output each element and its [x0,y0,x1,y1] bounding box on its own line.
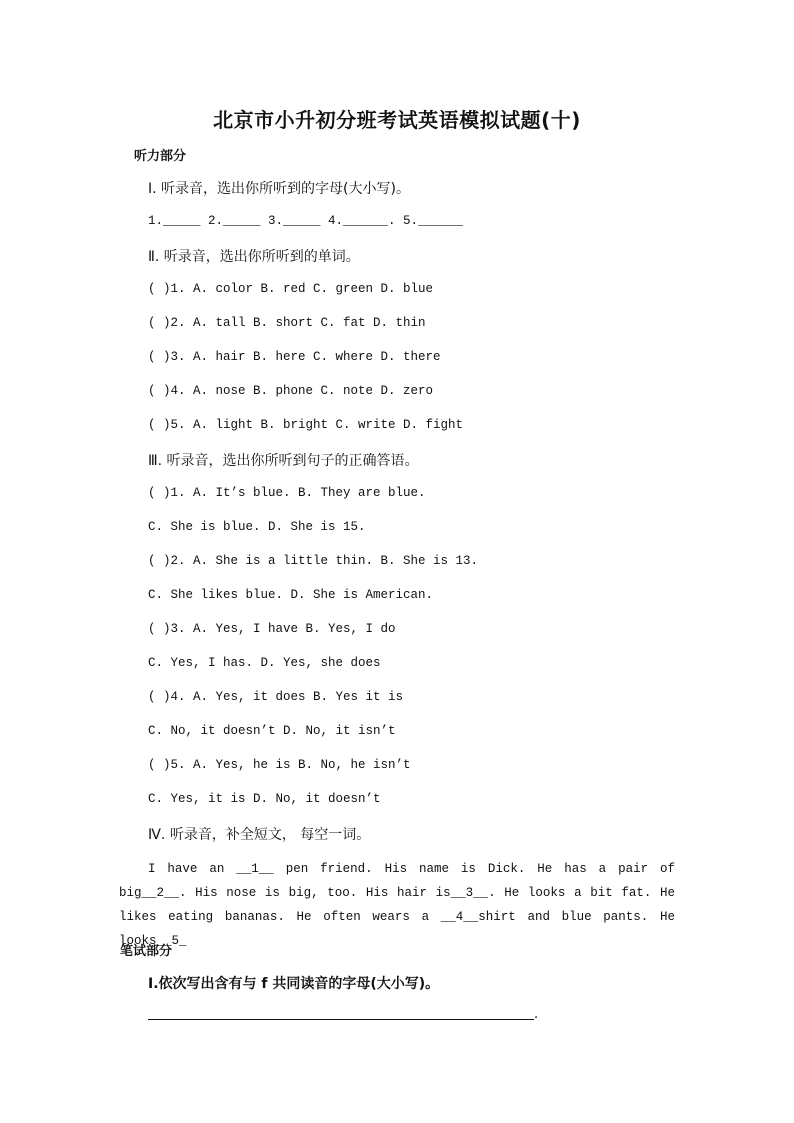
answer-line [148,1019,534,1020]
listening-part3-line: ( )5. A. Yes, he is B. No, he isn’t [148,758,411,772]
listening-part3-line: C. No, it doesn’t D. No, it isn’t [148,724,396,738]
cloze-passage: I have an __1__ pen friend. His name is Dick. He has a pair of big__2__. His nose is big, too. His hair is__3__. He looks a bit fat. He likes eating bananas. He often wears a __4__shirt and blue pants. He looks__5_ [119,862,675,948]
listening-part1-blanks: 1._____ 2._____ 3._____ 4.______. 5.______ [148,214,464,228]
listening-part3-line: ( )4. A. Yes, it does B. Yes it is [148,690,404,704]
listening-part2-item: ( )5. A. light B. bright C. write D. fight [148,418,464,432]
listening-part1-heading: Ⅰ. 听录音，选出你所听到的字母(大小写)。 [148,181,410,197]
listening-part2-item: ( )1. A. color B. red C. green D. blue [148,282,434,296]
listening-part2-item: ( )3. A. hair B. here C. where D. there [148,350,441,364]
listening-part3-line: ( )2. A. She is a little thin. B. She is 13. [148,554,479,568]
listening-part3-heading: Ⅲ. 听录音，选出你所听到句子的正确答语。 [148,453,419,469]
listening-part4-heading: Ⅳ. 听录音，补全短文， 每空一词。 [148,827,371,843]
listening-part3-line: C. She is blue. D. She is 15. [148,520,366,534]
listening-part2-heading: Ⅱ. 听录音，选出你所听到的单词。 [148,249,360,265]
written-section-label: 笔试部分 [120,944,173,959]
listening-part3-line: C. Yes, I has. D. Yes, she does [148,656,381,670]
listening-part2-item: ( )2. A. tall B. short C. fat D. thin [148,316,426,330]
listening-section-label: 听力部分 [134,149,187,164]
listening-part3-line: C. She likes blue. D. She is American. [148,588,434,602]
listening-part3-line: C. Yes, it is D. No, it doesn’t [148,792,381,806]
page-title: 北京市小升初分班考试英语模拟试题(十) [213,108,581,132]
listening-part2-item: ( )4. A. nose B. phone C. note D. zero [148,384,434,398]
written-part1-heading: Ⅰ.依次写出含有与 f 共同读音的字母(大小写)。 [148,976,440,992]
listening-part3-line: ( )3. A. Yes, I have B. Yes, I do [148,622,396,636]
answer-line-end-mark: . [534,1007,539,1022]
listening-part3-line: ( )1. A. It’s blue. B. They are blue. [148,486,426,500]
